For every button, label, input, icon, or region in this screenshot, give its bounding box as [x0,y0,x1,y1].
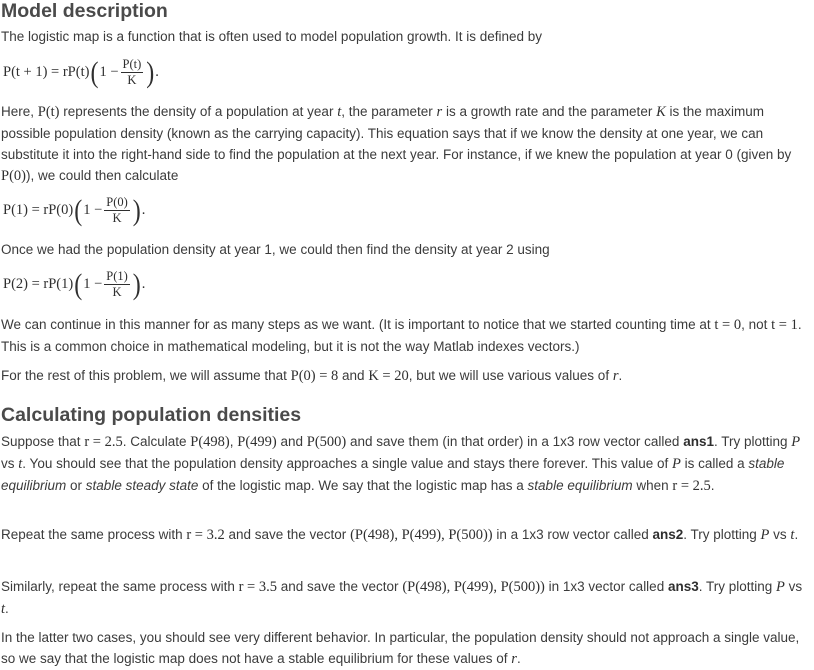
math-inline: K [656,104,666,120]
math-inline: r [511,651,517,667]
eq-open-paren: ( [74,268,83,301]
math-inline: P(500) [306,434,347,450]
math-inline: r = 2.5 [84,434,123,450]
math-inline: t [790,527,795,543]
math-inline: P(0) = 8 [290,368,339,384]
math-inline: t [1,601,6,617]
eq-open-paren: ( [74,194,83,227]
math-inline: t = 1 [771,317,798,333]
math-inline: P [760,527,770,543]
paragraph-once: Once we had the population density at year 1, we could then find the density at year 2 using [1,242,550,257]
paragraph-here: Here, P(t) represents the density of a population at year t, the parameter r is a growth rate and the parameter K is the maximum possible population density (known as the carrying capacity). This equation says that if we know the density at one year, we can substitute it into the right-hand side to find the population at the next year. For instance, if we knew the population at year 0 (given by P(0)), we could then calculate [1,104,792,184]
math-inline: P(498) [190,434,230,450]
math-inline: (P(498), P(499), P(500)) [402,579,545,595]
eq-close-paren: ) [132,268,141,301]
eq-one-minus: 1 − [99,64,119,80]
paragraph-repeat: Repeat the same process with r = 3.2 and save the vector (P(498), P(499), P(500)) in a 1x3 row vector called ans2. Try plotting P vs t. [1,527,799,543]
eq-fraction [121,58,144,87]
eq-fraction-denominator: K [127,73,137,87]
variable-name-ans3: ans3 [667,579,699,594]
paragraph-rest: For the rest of this problem, we will assume that P(0) = 8 and K = 20, but we will use various values of r. [1,368,623,384]
math-inline: t = 0 [714,317,742,333]
math-inline: r [612,368,619,384]
variable-name-ans2: ans2 [652,527,684,542]
eq-one-minus: 1 − [83,202,103,218]
equation-p1 [3,196,145,225]
paragraph-latter: In the latter two cases, you should see very different behavior. In particular, the population density should not approach a single value, so we say that the logistic map does not have a stable equilibrium for these values of r. [1,630,800,667]
eq-fraction-numerator: P(0) [106,195,128,209]
eq-fraction-denominator: K [112,285,122,299]
math-inline: t [337,104,342,120]
eq-lhs: P(t + 1) = rP(t) [3,64,90,80]
math-inline: r [436,104,443,120]
section-heading-calculating: Calculating population densities [1,404,302,426]
eq-open-paren: ( [90,56,99,89]
math-inline: r = 2.5 [672,478,711,494]
eq-one-minus: 1 − [83,276,103,292]
eq-close-paren: ) [146,56,155,89]
math-inline: P [776,579,785,595]
eq-lhs: P(1) = rP(0) [3,202,74,218]
eq-close-paren: ) [132,194,141,227]
paragraph-similarly: Similarly, repeat the same process with r = 3.5 and save the vector (P(498), P(499), P(500)) in 1x3 vector called ans3. Try plotting P vs t. [1,579,803,617]
section-heading-model-description: Model description [1,0,168,22]
math-inline: P(499) [237,434,277,450]
equation-p2 [3,270,145,299]
eq-fraction-numerator: P(1) [106,269,128,283]
eq-period: . [141,276,146,292]
math-inline: P(t) [37,104,60,120]
eq-period: . [155,64,159,80]
eq-fraction-numerator: P(t) [122,57,142,71]
eq-fraction-denominator: K [112,211,122,225]
math-inline: P [791,434,801,450]
math-inline: K = 20 [368,368,409,384]
math-inline: r = 3.5 [238,579,277,595]
math-inline: (P(498), P(499), P(500)) [350,527,493,543]
math-inline: r = 3.2 [186,527,225,543]
paragraph-suppose: Suppose that r = 2.5. Calculate P(498), P(499) and P(500) and save them (in that order) in a 1x3 row vector called ans1. Try plotting P vs t. You should see that the population density approaches a single value and stays there forever. This value of P is called a stable equilibrium or stable steady state of the logistic map. We say that the logistic map has a stable equilibrium when r = 2.5. [1,434,801,494]
math-inline: P(0) [1,168,26,184]
math-inline: t [18,456,23,472]
eq-lhs: P(2) = rP(1) [3,276,74,292]
eq-fraction [104,270,130,299]
paragraph-continue: We can continue in this manner for as many steps as we want. (It is important to notice that we started counting time at t = 0, not t = 1. This is a common choice in mathematical modeling, but it is not the way Matlab indexes vectors.) [1,317,802,354]
equation-logistic-map [3,58,159,87]
eq-fraction [104,196,130,225]
variable-name-ans1: ans1 [683,434,714,449]
eq-period: . [141,202,146,218]
intro-paragraph: The logistic map is a function that is often used to model population growth. It is defined by [1,29,543,44]
math-inline: P [671,456,681,472]
